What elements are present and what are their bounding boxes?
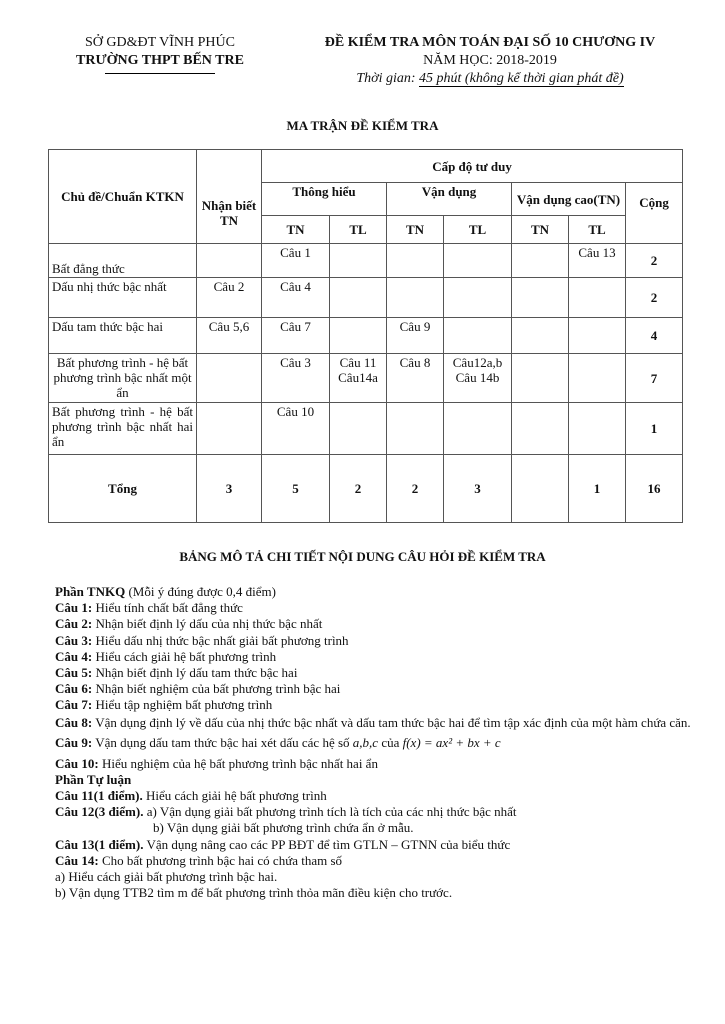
item-label: Câu 3: (55, 632, 93, 648)
cell-th-tn: Câu 1 (262, 244, 330, 278)
list-item (55, 756, 695, 772)
col-understand-header: Thông hiểu (262, 183, 387, 216)
cell-total: 4 (626, 318, 683, 354)
item-label: Câu 5: (55, 665, 93, 681)
cell-th-tn: Câu 3 (262, 354, 330, 403)
exam-time (290, 70, 690, 88)
item-text: Hiểu tính chất bất đẳng thức (92, 600, 243, 616)
topic-cell: Bất phương trình - hệ bất phương trình bậc nhất một ẩn (49, 354, 197, 403)
description-body (55, 584, 695, 901)
cell-vd-tl (444, 244, 512, 278)
table-row (49, 278, 683, 318)
topic-cell: Dấu tam thức bậc hai (49, 318, 197, 354)
table-row (49, 318, 683, 354)
sub-vd-tn: TN (387, 216, 444, 244)
cell-total: 1 (626, 403, 683, 455)
cell-vd-tn (387, 278, 444, 318)
list-item (55, 853, 695, 869)
header-right (290, 34, 690, 88)
cell-vdc-tl (569, 278, 626, 318)
topic-cell: Bất phương trình - hệ bất phương trình bậc nhất hai ẩn (49, 403, 197, 455)
cell-nb-tn: Câu 5,6 (197, 318, 262, 354)
table-row (49, 403, 683, 455)
total-row (49, 455, 683, 523)
school-name: TRƯỜNG THPT BẾN TRE (76, 53, 244, 68)
list-item (55, 616, 695, 632)
cell-vd-tl (444, 403, 512, 455)
q12-text-a: a) Vận dụng giải bất phương trình tích là tích của các nhị thức bậc nhất (143, 804, 517, 820)
cell-vdc-tn (512, 244, 569, 278)
total-vd-tn: 2 (387, 455, 444, 523)
cell-vd-tl (444, 278, 512, 318)
q14-b: b) Vận dụng TTB2 tìm m để bất phương trình thỏa mãn điều kiện cho trước. (55, 885, 453, 901)
q11-label: Câu 11(1 điểm). (55, 788, 143, 804)
topic-cell: Bất đẳng thức (49, 244, 197, 278)
essay-heading: Phần Tự luận (55, 771, 132, 787)
item-text: Nhận biết định lý dấu của nhị thức bậc nhất (92, 616, 323, 632)
description-title: BẢNG MÔ TẢ CHI TIẾT NỘI DUNG CÂU HỎI ĐỀ KIỂM TRA (179, 549, 546, 564)
item-text: Nhận biết định lý dấu tam thức bậc hai (92, 665, 298, 681)
item-text: Hiểu tập nghiệm bất phương trình (92, 697, 273, 713)
q9-of: của (378, 734, 403, 750)
exam-time-value: 45 phút (không kể thời gian phát đề) (419, 71, 624, 86)
cell-nb-tn: Câu 2 (197, 278, 262, 318)
q12-label: Câu 12(3 điểm). (55, 804, 144, 820)
cell-vd-tn: Câu 9 (387, 318, 444, 354)
header-spacer (197, 150, 262, 183)
item-label: Câu 7: (55, 697, 93, 713)
sub-th-tn: TN (262, 216, 330, 244)
table-row (49, 244, 683, 278)
cell-th-tl: Câu 11 Câu14a (330, 354, 387, 403)
q9-text: Vận dụng dấu tam thức bậc hai xét dấu các hệ số (92, 734, 353, 750)
cell-vd-tn (387, 403, 444, 455)
q13-label: Câu 13(1 điểm). (55, 836, 144, 852)
cell-nb-tn (197, 354, 262, 403)
col-recognize-header (197, 183, 262, 244)
matrix-table (48, 149, 683, 523)
item-label: Câu 2: (55, 616, 93, 632)
col-apply-high-header: Vận dụng cao(TN) (512, 183, 626, 216)
department-name: SỞ GD&ĐT VĨNH PHÚC (84, 35, 235, 50)
total-label: Tổng (49, 455, 197, 523)
col-total-header: Cộng (626, 183, 683, 244)
exam-time-prefix: Thời gian: (356, 71, 420, 86)
cell-vdc-tl (569, 318, 626, 354)
table-row (49, 354, 683, 403)
q11-text: Hiểu cách giải hệ bất phương trình (142, 788, 327, 804)
item-label: Câu 4: (55, 648, 93, 664)
sub-vd-tl: TL (444, 216, 512, 244)
exam-title: ĐỀ KIỂM TRA MÔN TOÁN ĐẠI SỐ 10 CHƯƠNG IV (324, 35, 656, 50)
cell-vdc-tn (512, 403, 569, 455)
item-label: Câu 6: (55, 681, 93, 697)
header-underline (105, 73, 215, 74)
q14-text: Cho bất phương trình bậc hai có chứa tham số (98, 852, 343, 868)
item-label: Câu 8: (55, 714, 93, 730)
cell-vd-tn (387, 244, 444, 278)
col-topic-header: Chủ đề/Chuẩn KTKN (49, 150, 197, 244)
sub-vdc-tn: TN (512, 216, 569, 244)
header-left (55, 34, 265, 74)
cell-vdc-tl (569, 403, 626, 455)
cell-th-tl (330, 318, 387, 354)
item-label: Câu 1: (55, 600, 93, 616)
item-text: Hiểu cách giải hệ bất phương trình (92, 648, 277, 664)
list-item (55, 788, 695, 804)
tnkq-note: (Mỗi ý đúng được 0,4 điểm) (125, 584, 276, 599)
col-apply-header: Vận dụng (387, 183, 512, 216)
list-item (55, 649, 695, 665)
q13-text: Vận dụng nâng cao các PP BĐT để tìm GTLN – GTNN của biểu thức (143, 836, 511, 852)
q9-formula: f(x) = ax² + bx + c (402, 734, 501, 750)
list-item (55, 665, 695, 681)
cell-vdc-tl: Câu 13 (569, 244, 626, 278)
sub-th-tl: TL (330, 216, 387, 244)
total-th-tn: 5 (262, 455, 330, 523)
cell-vdc-tn (512, 318, 569, 354)
list-item (55, 600, 695, 616)
cell-nb-tn (197, 244, 262, 278)
cell-vdc-tn (512, 354, 569, 403)
q9-vars: a,b,c (352, 734, 379, 750)
total-th-tl: 2 (330, 455, 387, 523)
cell-vd-tn: Câu 8 (387, 354, 444, 403)
list-item (55, 697, 695, 713)
cell-vd-tl: Câu12a,b Câu 14b (444, 354, 512, 403)
cell-th-tn: Câu 10 (262, 403, 330, 455)
total-grand: 16 (626, 455, 683, 523)
q10-label: Câu 10: (55, 755, 99, 771)
q14-label: Câu 14: (55, 852, 99, 868)
item-text: Nhận biết nghiệm của bất phương trình bậc hai (92, 681, 341, 697)
list-item (55, 804, 695, 820)
cell-total: 2 (626, 278, 683, 318)
col-level-header: Cấp độ tư duy (262, 150, 683, 183)
list-item (55, 714, 695, 732)
topic-cell: Dấu nhị thức bậc nhất (49, 278, 197, 318)
sub-vdc-tl: TL (569, 216, 626, 244)
item-text: Hiểu dấu nhị thức bậc nhất giải bất phương trình (92, 632, 349, 648)
cell-th-tl (330, 403, 387, 455)
list-item (55, 633, 695, 649)
tnkq-heading: Phần TNKQ (55, 584, 126, 599)
q12-text-b: b) Vận dụng giải bất phương trình chứa ẩn ở mẫu. (153, 820, 414, 836)
list-item (55, 732, 695, 754)
cell-total: 7 (626, 354, 683, 403)
item-text: Vận dụng định lý về dấu của nhị thức bậc nhất và dấu tam thức bậc hai để tìm tập xác định của một hàm chứa căn. (92, 714, 691, 730)
essay-heading-line (55, 772, 695, 788)
tnkq-heading-line (55, 584, 695, 600)
cell-vdc-tn (512, 278, 569, 318)
cell-th-tn: Câu 7 (262, 318, 330, 354)
cell-th-tl (330, 244, 387, 278)
list-item (55, 681, 695, 697)
q9-label: Câu 9: (55, 734, 93, 750)
col-recognize-tn: TN (219, 212, 239, 228)
cell-nb-tn (197, 403, 262, 455)
total-vdc-tn (512, 455, 569, 523)
total-vdc-tl: 1 (569, 455, 626, 523)
school-year: NĂM HỌC: 2018-2019 (423, 53, 557, 68)
cell-th-tn: Câu 4 (262, 278, 330, 318)
col-recognize-label: Nhận biết (201, 197, 257, 213)
total-nb-tn: 3 (197, 455, 262, 523)
total-vd-tl: 3 (444, 455, 512, 523)
cell-th-tl (330, 278, 387, 318)
cell-vdc-tl (569, 354, 626, 403)
list-item (55, 837, 695, 853)
matrix-title: MA TRẬN ĐỀ KIỂM TRA (286, 118, 439, 133)
cell-total: 2 (626, 244, 683, 278)
q14-a: a) Hiểu cách giải bất phương trình bậc hai. (55, 869, 278, 885)
cell-vd-tl (444, 318, 512, 354)
q10-text: Hiểu nghiệm của hệ bất phương trình bậc nhất hai ẩn (98, 755, 378, 771)
